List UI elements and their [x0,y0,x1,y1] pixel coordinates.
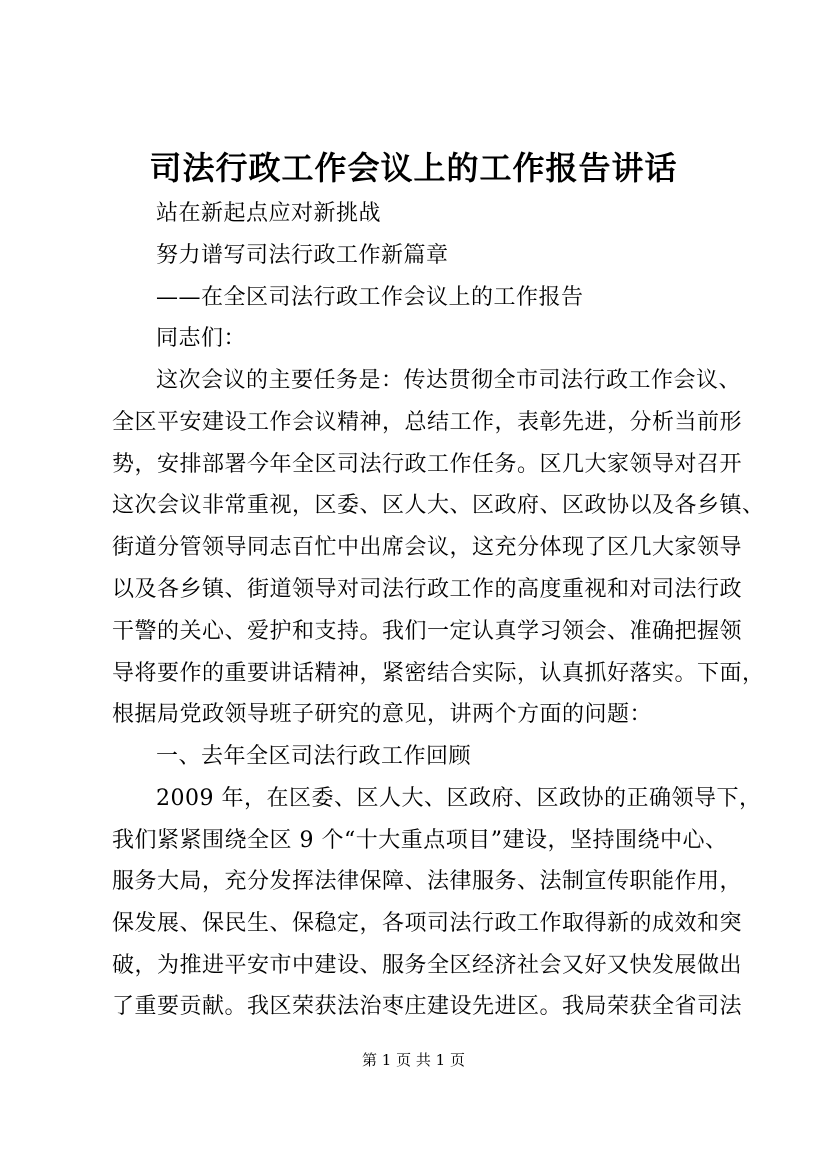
salutation: 同志们： [156,326,247,351]
paragraph-line: 这次会议非常重视，区委、区人大、区政府、区政协以及各乡镇、 [112,493,765,518]
paragraph-line: 街道分管领导同志百忙中出席会议，这充分体现了区几大家领导 [112,535,743,560]
subtitle-line: 努力谱写司法行政工作新篇章 [156,243,449,268]
paragraph-line: 势，安排部署今年全区司法行政工作任务。区几大家领导对召开 [112,452,743,477]
paragraph-line: 根据局党政领导班子研究的意见，讲两个方面的问题： [112,702,653,727]
subtitle-line: 站在新起点应对新挑战 [156,201,382,226]
document-title: 司法行政工作会议上的工作报告讲话 [149,149,678,187]
paragraph-line: 2009 年，在区委、区人大、区政府、区政协的正确领导下， [156,786,762,811]
paragraph-line: 了重要贡献。我区荣获法治枣庄建设先进区。我局荣获全省司法 [112,994,743,1019]
paragraph-line: 以及各乡镇、街道领导对司法行政工作的高度重视和对司法行政 [112,577,743,602]
paragraph-line: 这次会议的主要任务是：传达贯彻全市司法行政工作会议、 [156,368,742,393]
paragraph-line: 破，为推进平安市中建设、服务全区经济社会又好又快发展做出 [112,953,743,978]
subtitle-line: ——在全区司法行政工作会议上的工作报告 [156,285,584,310]
section-heading: 一、去年全区司法行政工作回顾 [156,744,472,769]
paragraph-line: 服务大局，充分发挥法律保障、法律服务、法制宣传职能作用， [112,869,743,894]
paragraph-line: 我们紧紧围绕全区 9 个“十大重点项目”建设，坚持围绕中心、 [112,828,728,853]
paragraph-line: 全区平安建设工作会议精神，总结工作，表彰先进，分析当前形 [112,410,743,435]
paragraph-line: 导将要作的重要讲话精神，紧密结合实际，认真抓好落实。下面， [112,661,765,686]
paragraph-line: 干警的关心、爱护和支持。我们一定认真学习领会、准确把握领 [112,619,743,644]
page-footer: 第 1 页 共 1 页 [362,1051,465,1069]
paragraph-line: 保发展、保民生、保稳定，各项司法行政工作取得新的成效和突 [112,911,743,936]
